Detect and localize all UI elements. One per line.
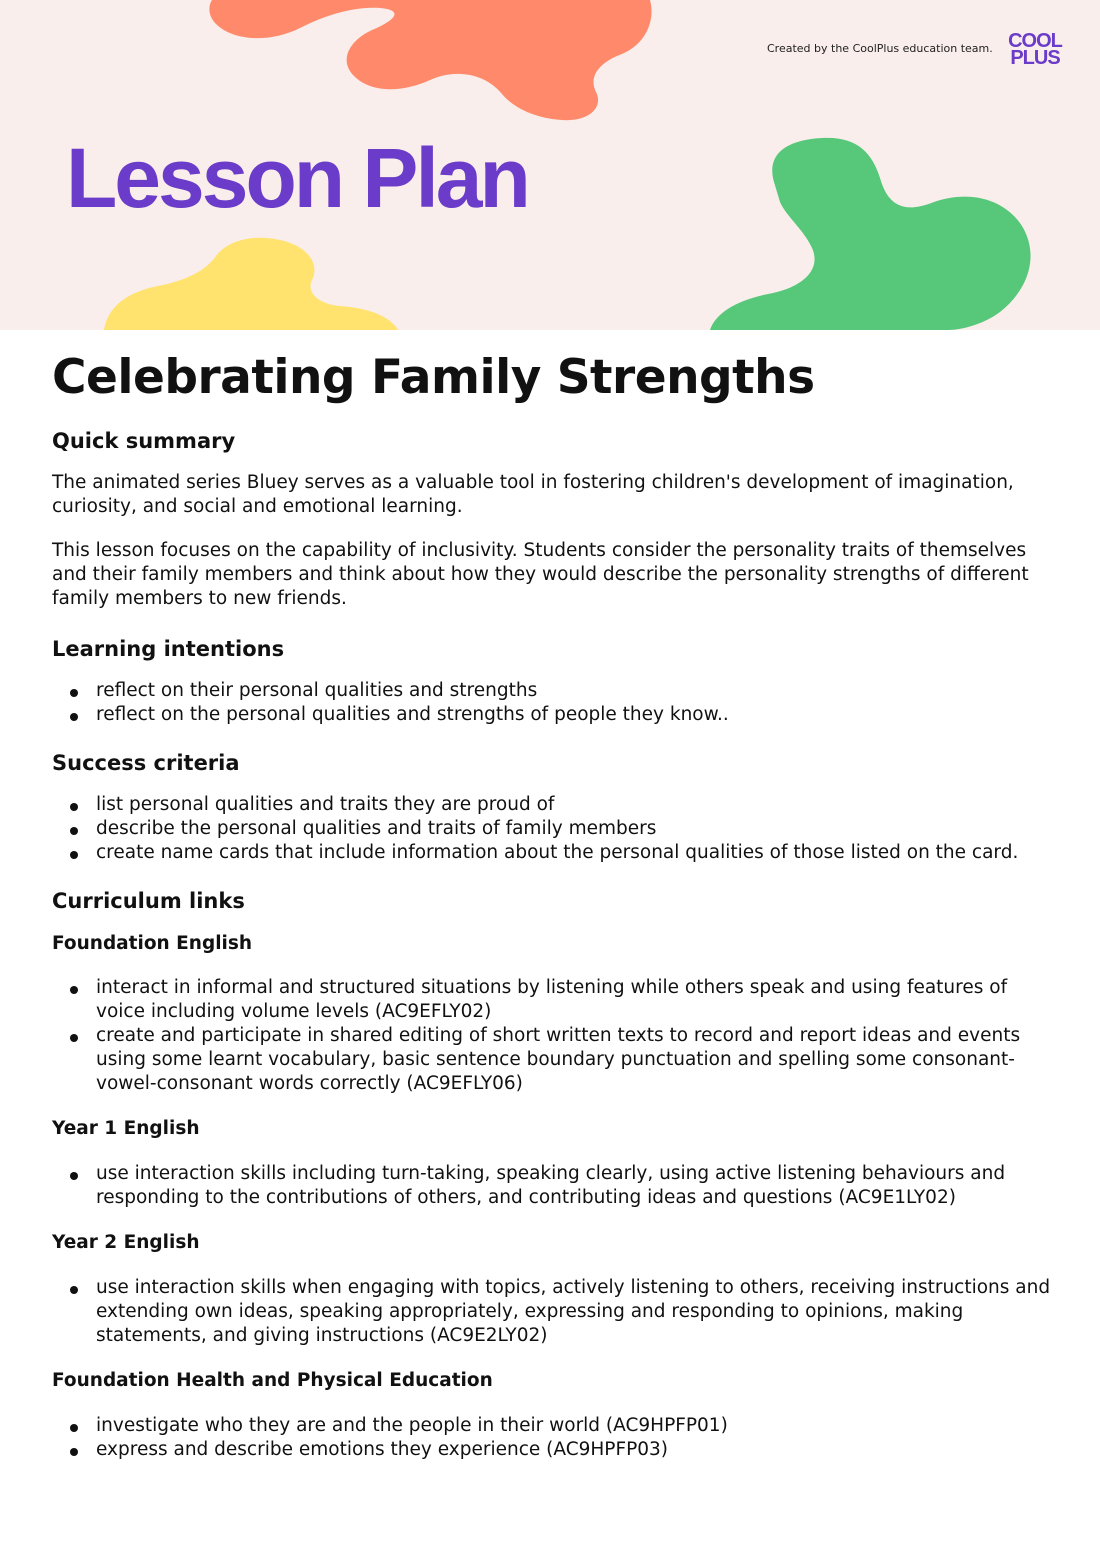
- list-item: use interaction skills including turn-taking, speaking clearly, using active listening behaviours and responding to the contributions of others, and contributing ideas and questions (AC9E1LY02): [52, 1162, 1052, 1210]
- list-item: create and participate in shared editing of short written texts to record and report ideas and events using some learnt vocabulary, basic sentence boundary punctuation and spelling some consonant-vowel-consonant words correctly (AC9EFLY06): [52, 1024, 1052, 1096]
- created-by-text: Created by the CoolPlus education team.: [767, 42, 993, 55]
- curriculum-group-list: [52, 976, 1052, 1096]
- coral-blob: [209, 0, 651, 120]
- curriculum-group-list: [52, 1276, 1052, 1348]
- summary-paragraph: This lesson focuses on the capability of inclusivity. Students consider the personality traits of themselves and their family members and think about how they would describe the personality strengths of different family members to new friends.: [52, 540, 1029, 609]
- curriculum-group-heading: Year 1 English: [52, 1118, 200, 1139]
- success-criteria-heading: Success criteria: [52, 751, 240, 775]
- list-item: list personal qualities and traits they are proud of: [52, 793, 1052, 817]
- curriculum-group-heading: Foundation Health and Physical Education: [52, 1370, 493, 1391]
- document-body: [52, 345, 1052, 1462]
- list-item: create name cards that include information about the personal qualities of those listed on the card.: [52, 841, 1052, 865]
- learning-intentions-list: [52, 679, 1052, 727]
- quick-summary-heading: Quick summary: [52, 429, 236, 453]
- curriculum-group-heading: Foundation English: [52, 933, 253, 954]
- curriculum-group-heading: Year 2 English: [52, 1232, 200, 1253]
- coolplus-logo: [1003, 30, 1067, 69]
- logo-line-2: PLUS: [1010, 47, 1060, 69]
- curriculum-group-list: [52, 1414, 1052, 1462]
- document-title: Celebrating Family Strengths: [52, 350, 815, 405]
- logo-line-1: COOL: [1008, 30, 1062, 52]
- success-criteria-list: [52, 793, 1052, 865]
- curriculum-group-list: [52, 1162, 1052, 1210]
- list-item: reflect on their personal qualities and strengths: [52, 679, 1052, 703]
- list-item: reflect on the personal qualities and strengths of people they know..: [52, 703, 1052, 727]
- yellow-blob: [104, 238, 398, 330]
- list-item: investigate who they are and the people in their world (AC9HPFP01): [52, 1414, 1052, 1438]
- green-blob: [710, 138, 1031, 330]
- summary-paragraph: The animated series Bluey serves as a valuable tool in fostering children's development of imagination, curiosity, and social and emotional learning.: [52, 472, 1014, 517]
- list-item: interact in informal and structured situations by listening while others speak and using features of voice including volume levels (AC9EFLY02): [52, 976, 1052, 1024]
- list-item: use interaction skills when engaging with topics, actively listening to others, receiving instructions and extending own ideas, speaking appropriately, expressing and responding to opinions, making statements, and giving instructions (AC9E2LY02): [52, 1276, 1052, 1348]
- list-item: describe the personal qualities and traits of family members: [52, 817, 1052, 841]
- header-banner: [0, 0, 1100, 330]
- lesson-plan-heading: Lesson Plan: [66, 131, 528, 225]
- curriculum-links-heading: Curriculum links: [52, 889, 245, 913]
- list-item: express and describe emotions they experience (AC9HPFP03): [52, 1438, 1052, 1462]
- learning-intentions-heading: Learning intentions: [52, 637, 285, 661]
